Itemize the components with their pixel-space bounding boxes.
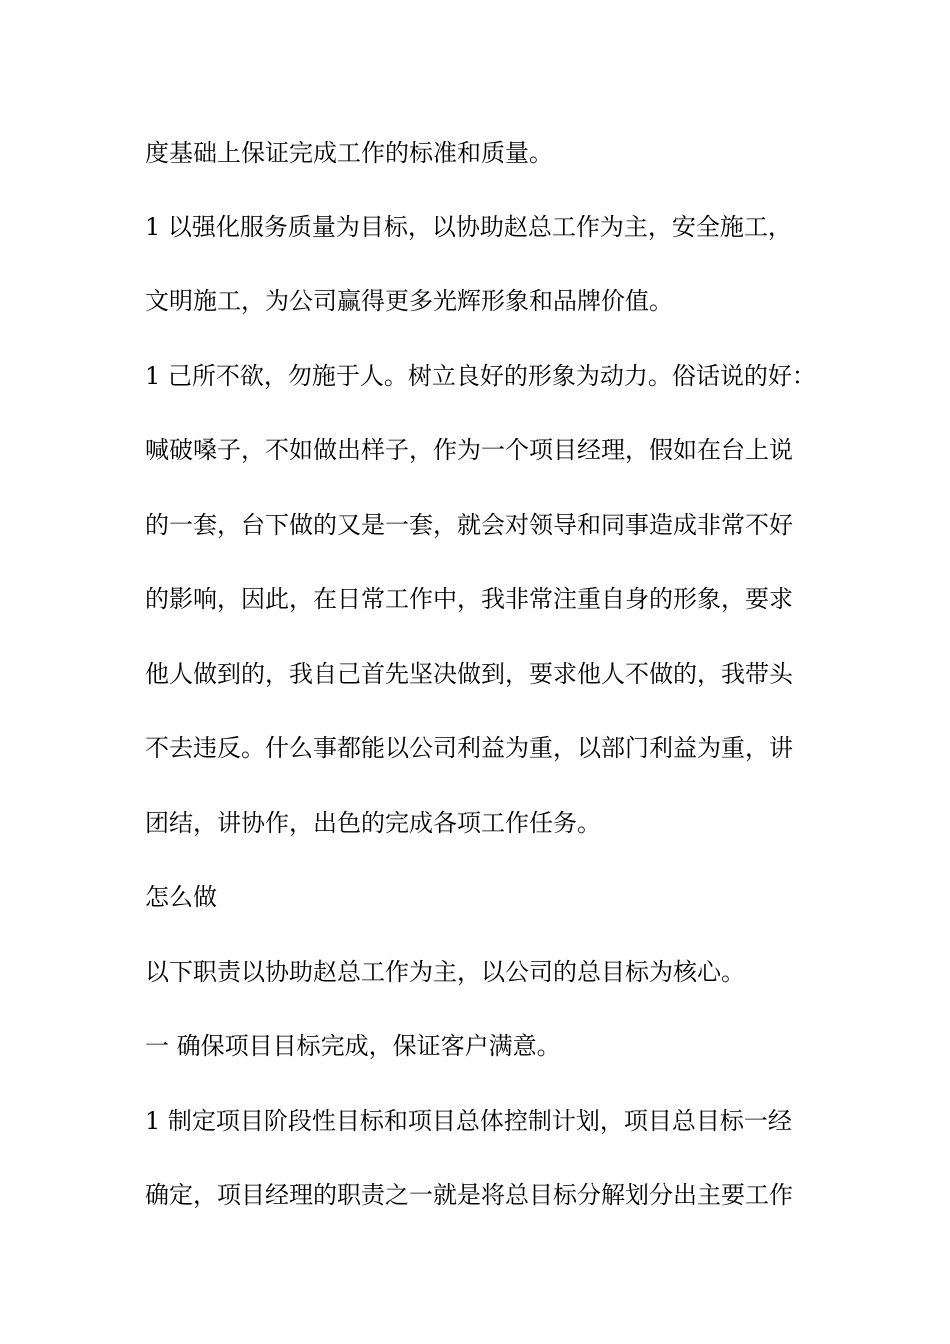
text-line: 确定，项目经理的职责之一就是将总目标分解划分出主要工作 xyxy=(145,1181,793,1209)
text-line: 1 制定项目阶段性目标和项目总体控制计划，项目总目标一经 xyxy=(145,1107,792,1135)
text-line: 1 以强化服务质量为目标，以协助赵总工作为主，安全施工， xyxy=(145,213,792,241)
text-line: 文明施工，为公司赢得更多光辉形象和品牌价值。 xyxy=(145,287,673,315)
text-line: 不去违反。什么事都能以公司利益为重，以部门利益为重，讲 xyxy=(145,734,793,762)
text-line: 的影响，因此，在日常工作中，我非常注重自身的形象，要求 xyxy=(145,585,793,613)
text-line: 的一套，台下做的又是一套，就会对领导和同事造成非常不好 xyxy=(145,511,793,539)
text-line: 一 确保项目目标完成，保证客户满意。 xyxy=(145,1032,561,1060)
text-line: 团结，讲协作，出色的完成各项工作任务。 xyxy=(145,809,601,837)
text-line: 他人做到的，我自己首先坚决做到，要求他人不做的，我带头 xyxy=(145,660,793,688)
text-line: 以下职责以协助赵总工作为主，以公司的总目标为核心。 xyxy=(145,958,745,986)
text-line: 1 己所不欲，勿施于人。树立良好的形象为动力。俗话说的好： xyxy=(145,362,816,390)
section-heading: 怎么做 xyxy=(145,883,217,911)
text-line: 喊破嗓子，不如做出样子，作为一个项目经理，假如在台上说 xyxy=(145,436,793,464)
text-line: 度基础上保证完成工作的标准和质量。 xyxy=(145,139,553,167)
